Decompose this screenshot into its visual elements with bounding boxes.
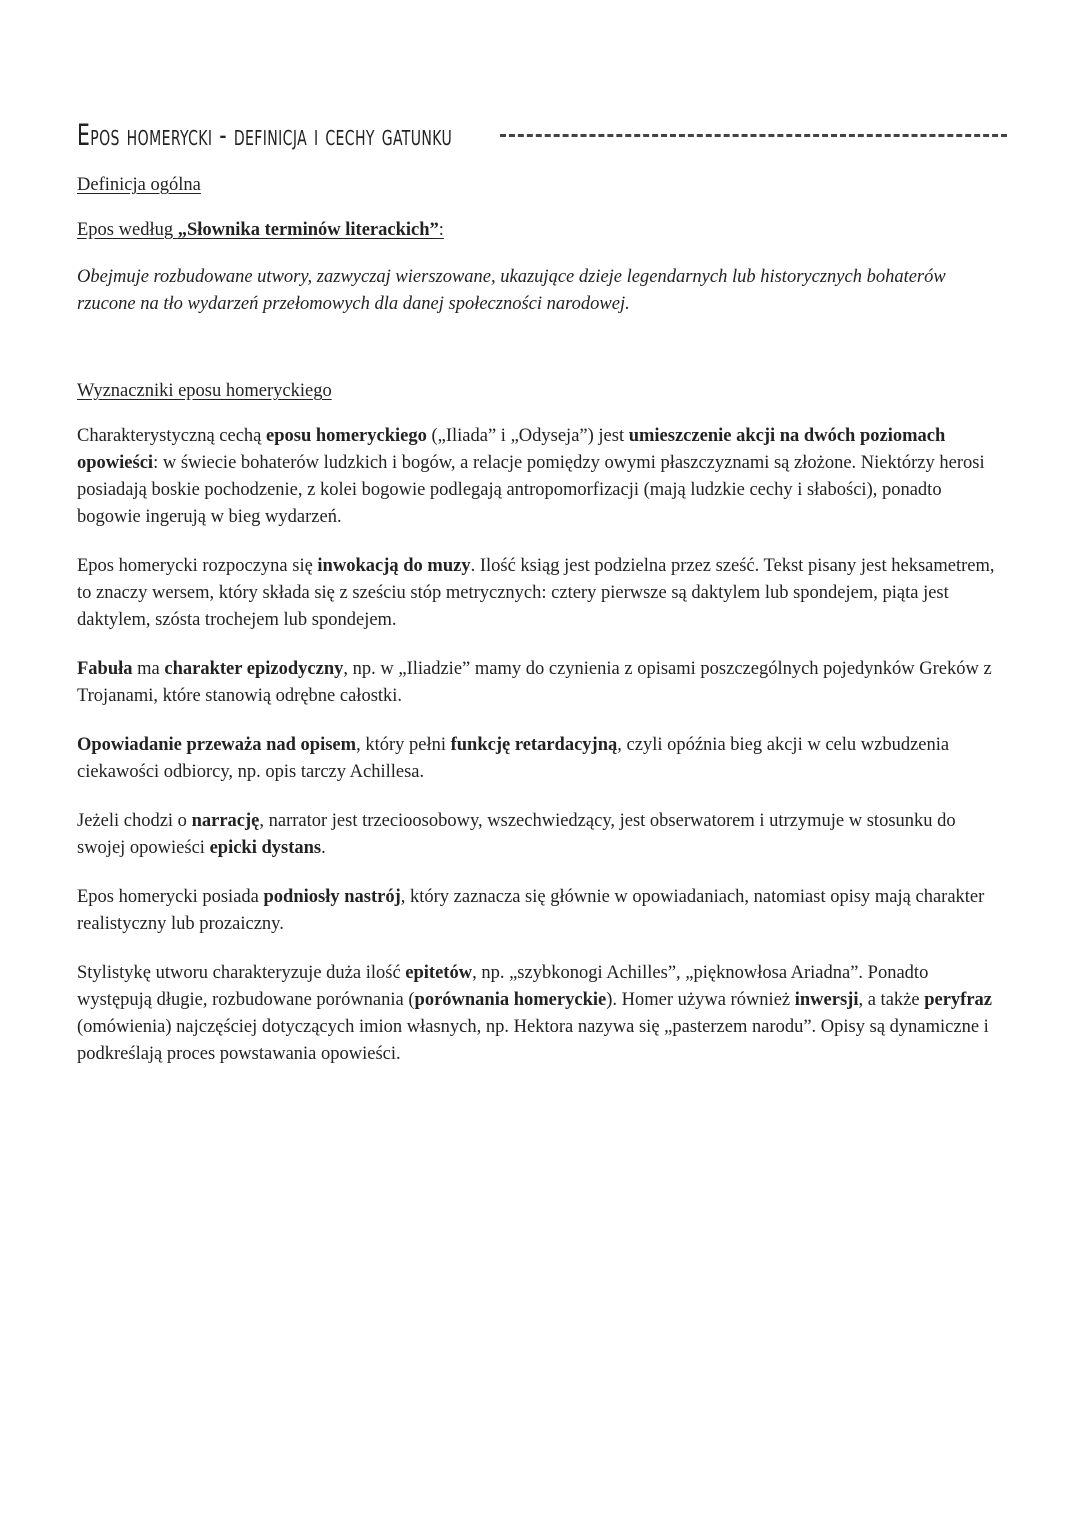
text-run: Charakterystyczną cechą	[77, 426, 267, 446]
paragraph-narrator	[77, 808, 1007, 862]
bold-term: Fabuła	[77, 659, 133, 679]
title-dashed-rule	[500, 134, 1007, 137]
text-run: Epos homerycki posiada	[77, 887, 264, 907]
text-run: . Ilość ksiąg jest podzielna przez sześć. Tekst pisany jest heksametrem, to znaczy wersem, który składa się z sześciu stóp metrycznych: cztery pierwsze są daktylem lub spondejem, piąta jest daktylem, szósta trochejem lub spondejem.	[77, 556, 995, 630]
text-run: , narrator jest trzecioosobowy, wszechwiedzący, jest obserwatorem i utrzymuje w stosunku do swojej opowieści	[77, 811, 956, 858]
paragraph-mood	[77, 884, 1007, 938]
title-row	[77, 122, 1007, 162]
bold-term: epitetów	[405, 963, 473, 983]
paragraph-narration-description	[77, 732, 1007, 786]
text-run: Stylistykę utworu charakteryzuje duża ilość	[77, 963, 406, 983]
text-run: : w świecie bohaterów ludzkich i bogów, a relacje pomiędzy owymi płaszczyznami są złożone. Niektórzy herosi posiadają boskie pochodzenie, z kolei bogowie podlegają antropomorfizacji (mają ludzkie cechy i słabości), ponadto bogowie ingerują w bieg wydarzeń.	[77, 453, 985, 527]
bold-term: funkcję retardacyjną	[450, 735, 618, 755]
paragraph-plot	[77, 656, 1007, 710]
page-title: Epos homerycki - definicja i cechy gatunku	[77, 122, 453, 152]
text-run: , np. „szybkonogi Achilles”, „pięknowłosa Ariadna”. Ponadto występują długie, rozbudowane porównania (	[77, 963, 929, 1010]
dictionary-citation	[77, 217, 1007, 244]
text-run: , czyli opóźnia bieg akcji w celu wzbudzenia ciekawości odbiorcy, np. opis tarczy Achillesa.	[77, 735, 950, 782]
text-run: , np. w „Iliadzie” mamy do czynienia z opisami poszczególnych pojedynków Greków z Trojanami, które stanowią odrębne całostki.	[77, 659, 992, 706]
text-run: ). Homer używa również	[606, 990, 795, 1010]
bold-term: peryfraz	[924, 990, 993, 1010]
text-run: (omówienia) najczęściej dotyczących imion własnych, np. Hektora nazywa się „pasterzem narodu”. Opisy są dynamiczne i podkreślają proces powstawania opowieści.	[77, 1017, 989, 1064]
paragraph-invocation	[77, 553, 1007, 634]
citation-source: „Słownika terminów literackich”	[177, 220, 439, 240]
document-page	[77, 122, 1007, 1090]
citation-prefix: Epos według	[77, 220, 178, 240]
section-heading-features: Wyznaczniki eposu homeryckiego	[77, 381, 332, 401]
paragraph-two-levels	[77, 423, 1007, 531]
text-run: , który zaznacza się głównie w opowiadaniach, natomiast opisy mają charakter realistyczny lub prozaiczny.	[77, 887, 985, 934]
bold-term: porównania homeryckie	[414, 990, 607, 1010]
definition-quote: Obejmuje rozbudowane utwory, zazwyczaj wierszowane, ukazujące dzieje legendarnych lub historycznych bohaterów rzucone na tło wydarzeń przełomowych dla danej społeczności narodowej.	[77, 267, 946, 314]
citation-suffix: :	[438, 220, 444, 240]
text-run: , który pełni	[356, 735, 451, 755]
section-heading-definition: Definicja ogólna	[77, 175, 201, 195]
text-run: („Iliada” i „Odyseja”) jest	[426, 426, 629, 446]
bold-term: inwokacją do muzy	[317, 556, 471, 576]
bold-term: epicki dystans	[209, 838, 322, 858]
bold-term: charakter epizodyczny	[164, 659, 344, 679]
bold-term: eposu homeryckiego	[266, 426, 427, 446]
text-run: .	[321, 838, 326, 858]
text-run: Jeżeli chodzi o	[77, 811, 192, 831]
bold-term: Opowiadanie przeważa nad opisem	[77, 735, 357, 755]
text-run: Epos homerycki rozpoczyna się	[77, 556, 318, 576]
bold-term: umieszczenie akcji na dwóch poziomach opowieści	[77, 426, 946, 473]
text-run: , a także	[858, 990, 925, 1010]
bold-term: narrację	[191, 811, 260, 831]
paragraph-stylistics	[77, 960, 1007, 1068]
text-run: ma	[132, 659, 165, 679]
bold-term: inwersji	[794, 990, 859, 1010]
bold-term: podniosły nastrój	[263, 887, 401, 907]
